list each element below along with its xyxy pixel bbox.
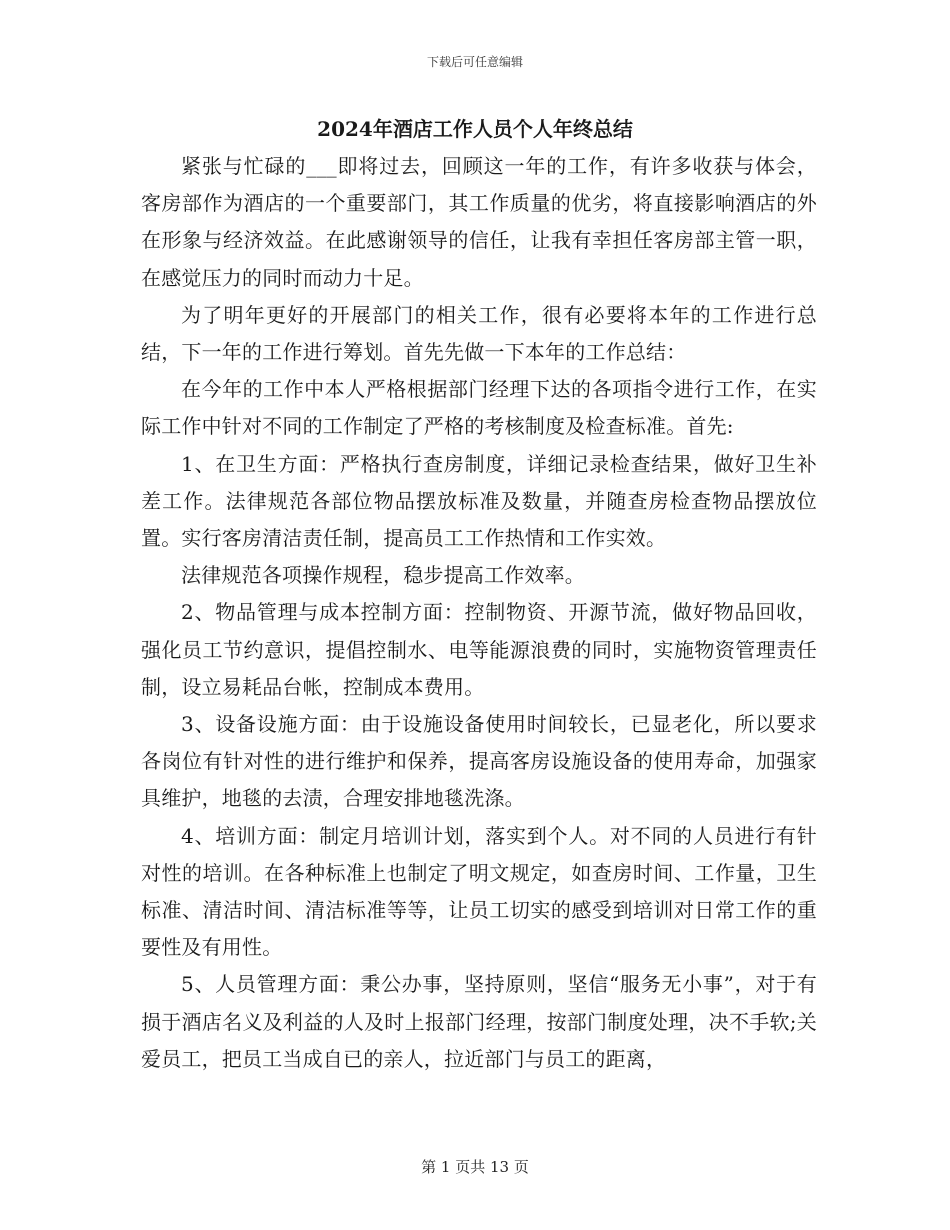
page-indicator: 第 1 页共 13 页 xyxy=(421,1158,529,1176)
paragraph-facilities: 3、设备设施方面：由于设施设备使用时间较长，已显老化，所以要求各岗位有针对性的进行维护和保养，提高客房设施设备的使用寿命，加强家具维护，地毯的去渍，合理安排地毯洗涤。 xyxy=(141,712,817,811)
paragraph-staff-management: 5、人员管理方面：秉公办事，坚持原则，坚信“服务无小事”，对于有损于酒店名义及利益的人及时上报部门经理，按部门制度处理，决不手软;关爱员工，把员工当成自已的亲人，拉近部门与员工的距离， xyxy=(141,972,817,1071)
paragraph-procedures: 法律规范各项操作规程，稳步提高工作效率。 xyxy=(181,563,585,588)
header-note: 下载后可任意编辑 xyxy=(426,55,523,69)
paragraph-overview: 在今年的工作中本人严格根据部门经理下达的各项指令进行工作，在实际工作中针对不同的工作制定了严格的考核制度及检查标准。首先: xyxy=(141,377,817,439)
paragraph-purpose: 为了明年更好的开展部门的相关工作，很有必要将本年的工作进行总结，下一年的工作进行筹划。首先先做一下本年的工作总结： xyxy=(141,302,817,365)
paragraph-cost-control: 2、物品管理与成本控制方面：控制物资、开源节流，做好物品回收，强化员工节约意识，提倡控制水、电等能源浪费的同时，实施物资管理责任制，设立易耗品台帐，控制成本费用。 xyxy=(141,600,817,699)
paragraph-training: 4、培训方面：制定月培训计划，落实到个人。对不同的人员进行有针对性的培训。在各种标准上也制定了明文规定，如查房时间、工作量，卫生标准、清洁时间、清洁标准等等，让员工切实的感受到培训对日常工作的重要性及有用性。 xyxy=(141,823,817,960)
paragraph-hygiene: 1、在卫生方面：严格执行查房制度，详细记录检查结果，做好卫生补差工作。法律规范各部位物品摆放标准及数量，并随查房检查物品摆放位置。实行客房清洁责任制，提高员工工作热情和工作实效。 xyxy=(141,451,817,551)
paragraph-intro: 紧张与忙碌的___即将过去，回顾这一年的工作，有许多收获与体会，客房部作为酒店的一个重要部门，其工作质量的优劣，将直接影响酒店的外在形象与经济效益。在此感谢领导的信任，让我有幸担任客房部主管一职，在感觉压力的同时而动力十足。 xyxy=(141,154,817,290)
document-body xyxy=(141,148,817,1078)
document-title: 2024年酒店工作人员个人年终总结 xyxy=(317,117,633,141)
